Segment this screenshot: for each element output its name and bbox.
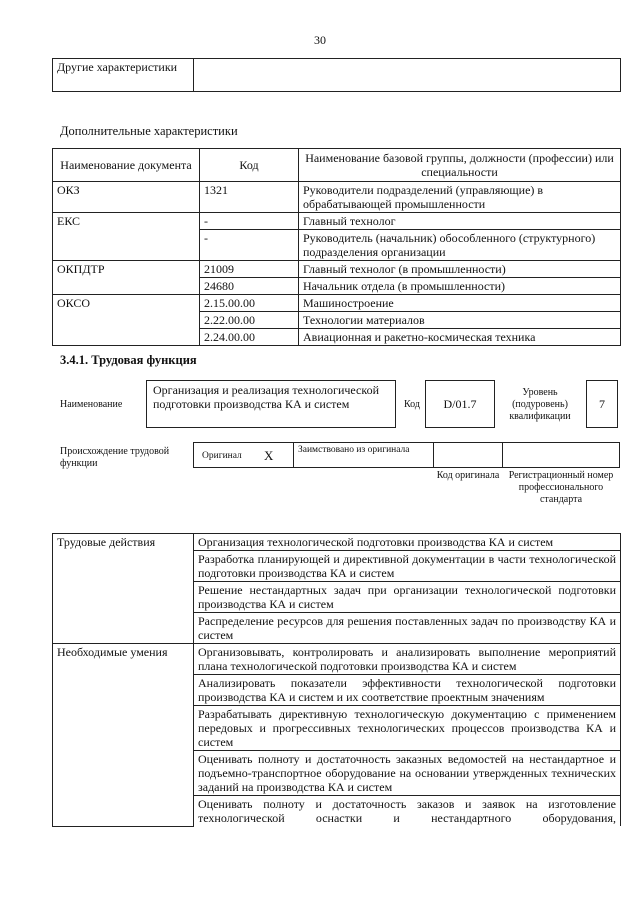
add-code: - [200, 230, 299, 261]
code-original-cell [433, 442, 503, 468]
add-doc: ОКСО [53, 295, 200, 312]
header-name: Наименование базовой группы, должности (профессии) или специальности [299, 149, 621, 182]
additional-title: Дополнительные характеристики [60, 124, 238, 138]
qualification-level-label: Уровень (подуровень) квалификации [509, 387, 571, 422]
function-title: 3.4.1. Трудовая функция [60, 353, 197, 367]
skills-label: Необходимые умения [53, 644, 194, 827]
add-name: Авиационная и ракетно-космическая техника [299, 329, 621, 346]
add-code: 21009 [200, 261, 299, 278]
reg-number-cell [502, 442, 620, 468]
other-characteristics-label: Другие характеристики [53, 59, 194, 92]
action-item: Распределение ресурсов для решения поставленных задач по производству КА и систем [194, 613, 621, 644]
add-code: 24680 [200, 278, 299, 295]
original-mark: X [264, 448, 274, 463]
add-name: Главный технолог [299, 213, 621, 230]
add-doc [53, 278, 200, 295]
add-doc: ОКПДТР [53, 261, 200, 278]
function-name-label: Наименование [60, 399, 123, 410]
add-name: Машиностроение [299, 295, 621, 312]
borrowed-cell: Заимствовано из оригинала [293, 442, 434, 468]
page-number: 30 [314, 33, 326, 47]
add-doc: ЕКС [53, 213, 200, 230]
add-code: 2.22.00.00 [200, 312, 299, 329]
original-label: Оригинал [202, 451, 242, 461]
skill-item: Оценивать полноту и достаточность заказов и заявок на изготовление технологической оснастки и нестандартного оборудования, [194, 796, 621, 827]
other-characteristics-table [52, 58, 621, 92]
code-original-label: Код оригинала [436, 470, 500, 481]
other-characteristics-value [194, 59, 621, 92]
labour-table [52, 533, 621, 827]
skill-item: Организовывать, контролировать и анализировать выполнение мероприятий плана технологической подготовки производства КА и систем [194, 644, 621, 675]
add-name: Начальник отдела (в промышленности) [299, 278, 621, 295]
origin-label: Происхождение трудовой функции [60, 446, 170, 469]
skill-item: Оценивать полноту и достаточность заказных ведомостей на нестандартное и подъемно-транспортное оборудование на основании утвержденных технических заданий на производства КА и систем [194, 751, 621, 796]
add-name: Технологии материалов [299, 312, 621, 329]
add-name: Главный технолог (в промышленности) [299, 261, 621, 278]
action-item: Решение нестандартных задач при организации технологической подготовки производства КА и систем [194, 582, 621, 613]
add-name: Руководитель (начальник) обособленного (структурного) подразделения организации [299, 230, 621, 261]
action-item: Разработка планирующей и директивной документации в части технологической подготовки производства КА и систем [194, 551, 621, 582]
action-item: Организация технологической подготовки производства КА и систем [194, 534, 621, 551]
add-doc [53, 230, 200, 261]
qualification-level-box: 7 [586, 380, 618, 428]
add-code: 1321 [200, 182, 299, 213]
add-code: 2.15.00.00 [200, 295, 299, 312]
add-doc [53, 329, 200, 346]
additional-table [52, 148, 621, 346]
skill-item: Анализировать показатели эффективности технологической подготовки производства КА и систем и их соответствие проектным значениям [194, 675, 621, 706]
add-doc [53, 312, 200, 329]
function-code-label: Код [404, 399, 420, 410]
header-document: Наименование документа [53, 149, 200, 182]
skill-item: Разрабатывать директивную технологическую документацию с применением передовых и прогрессивных технологических процессов производства КА и систем [194, 706, 621, 751]
add-code: - [200, 213, 299, 230]
function-name-box: Организация и реализация технологической подготовки производства КА и систем [146, 380, 396, 428]
original-cell [193, 442, 294, 468]
actions-label: Трудовые действия [53, 534, 194, 644]
header-code: Код [200, 149, 299, 182]
add-doc: ОКЗ [53, 182, 200, 213]
reg-number-label: Регистрационный номер профессионального стандарта [508, 470, 614, 505]
function-code-box: D/01.7 [425, 380, 495, 428]
add-code: 2.24.00.00 [200, 329, 299, 346]
add-name: Руководители подразделений (управляющие) в обрабатывающей промышленности [299, 182, 621, 213]
